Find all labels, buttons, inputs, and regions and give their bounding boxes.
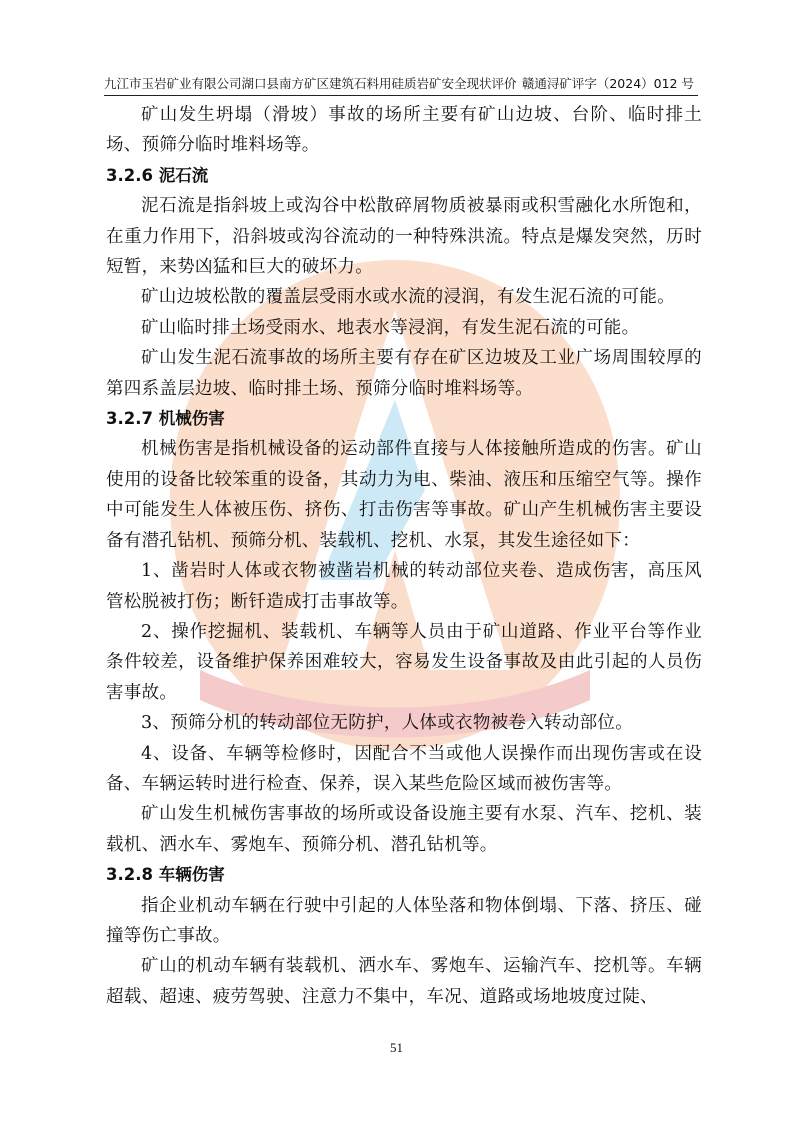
paragraph: 泥石流是指斜坡上或沟谷中松散碎屑物质被暴雨或积雪融化水所饱和，在重力作用下，沿斜坡或沟谷流动的一种特殊洪流。特点是爆发突然，历时短暂，来势凶猛和巨大的破坏力。: [106, 196, 702, 278]
list-item: 3、预筛分机的转动部位无防护，人体或衣物被卷入转动部位。: [141, 713, 634, 734]
paragraph: 机械伤害是指机械设备的运动部件直接与人体接触所造成的伤害。矿山使用的设备比较笨重的设备，其动力为电、柴油、液压和压缩空气等。操作中可能发生人体被压伤、挤伤、打击伤害等事故。矿山产生机械伤害主要设备有潜孔钻机、预筛分机、装载机、挖机、水泵，其发生途径如下：: [106, 439, 702, 551]
paragraph: 指企业机动车辆在行驶中引起的人体坠落和物体倒塌、下落、挤压、碰撞等伤亡事故。: [106, 895, 702, 946]
list-item: 2、操作挖掘机、装载机、车辆等人员由于矿山道路、作业平台等作业条件较差，设备维护保养困难较大，容易发生设备事故及由此引起的人员伤害事故。: [106, 621, 702, 703]
document-body: [106, 100, 702, 1012]
paragraph: 矿山发生泥石流事故的场所主要有存在矿区边坡及工业广场周围较厚的第四系盖层边坡、临时排土场、预筛分临时堆料场等。: [106, 348, 702, 399]
section-heading-3-2-7: 3.2.7 机械伤害: [106, 409, 225, 429]
page-number: 51: [390, 1040, 403, 1055]
paragraph: 矿山发生机械伤害事故的场所或设备设施主要有水泵、汽车、挖机、装载机、洒水车、雾炮车、预筛分机、潜孔钻机等。: [106, 804, 702, 855]
section-heading-3-2-8: 3.2.8 车辆伤害: [106, 865, 225, 885]
list-item: 4、设备、车辆等检修时，因配合不当或他人误操作而出现伤害或在设备、车辆运转时进行检查、保养，误入某些危险区域而被伤害等。: [106, 743, 702, 794]
list-item: 1、凿岩时人体或衣物被凿岩机械的转动部位夹卷、造成伤害，高压风管松脱被打伤；断钎造成打击事故等。: [106, 561, 702, 612]
paragraph: 矿山临时排土场受雨水、地表水等浸润，有发生泥石流的可能。: [141, 317, 640, 338]
paragraph: 矿山边坡松散的覆盖层受雨水或水流的浸润，有发生泥石流的可能。: [141, 287, 675, 308]
header-document-title: 九江市玉岩矿业有限公司湖口县南方矿区建筑石料用硅质岩矿安全现状评价: [104, 76, 517, 91]
paragraph: 矿山的机动车辆有装载机、洒水车、雾炮车、运输汽车、挖机等。车辆超载、超速、疲劳驾驶、注意力不集中，车况、道路或场地坡度过陡、: [106, 956, 702, 1007]
header-document-number: 赣通浔矿评字（2024）012 号: [521, 76, 694, 91]
page-header: [104, 75, 698, 96]
section-heading-3-2-6: 3.2.6 泥石流: [106, 165, 209, 185]
paragraph: 矿山发生坍塌（滑坡）事故的场所主要有矿山边坡、台阶、临时排土场、预筛分临时堆料场等。: [106, 105, 702, 156]
